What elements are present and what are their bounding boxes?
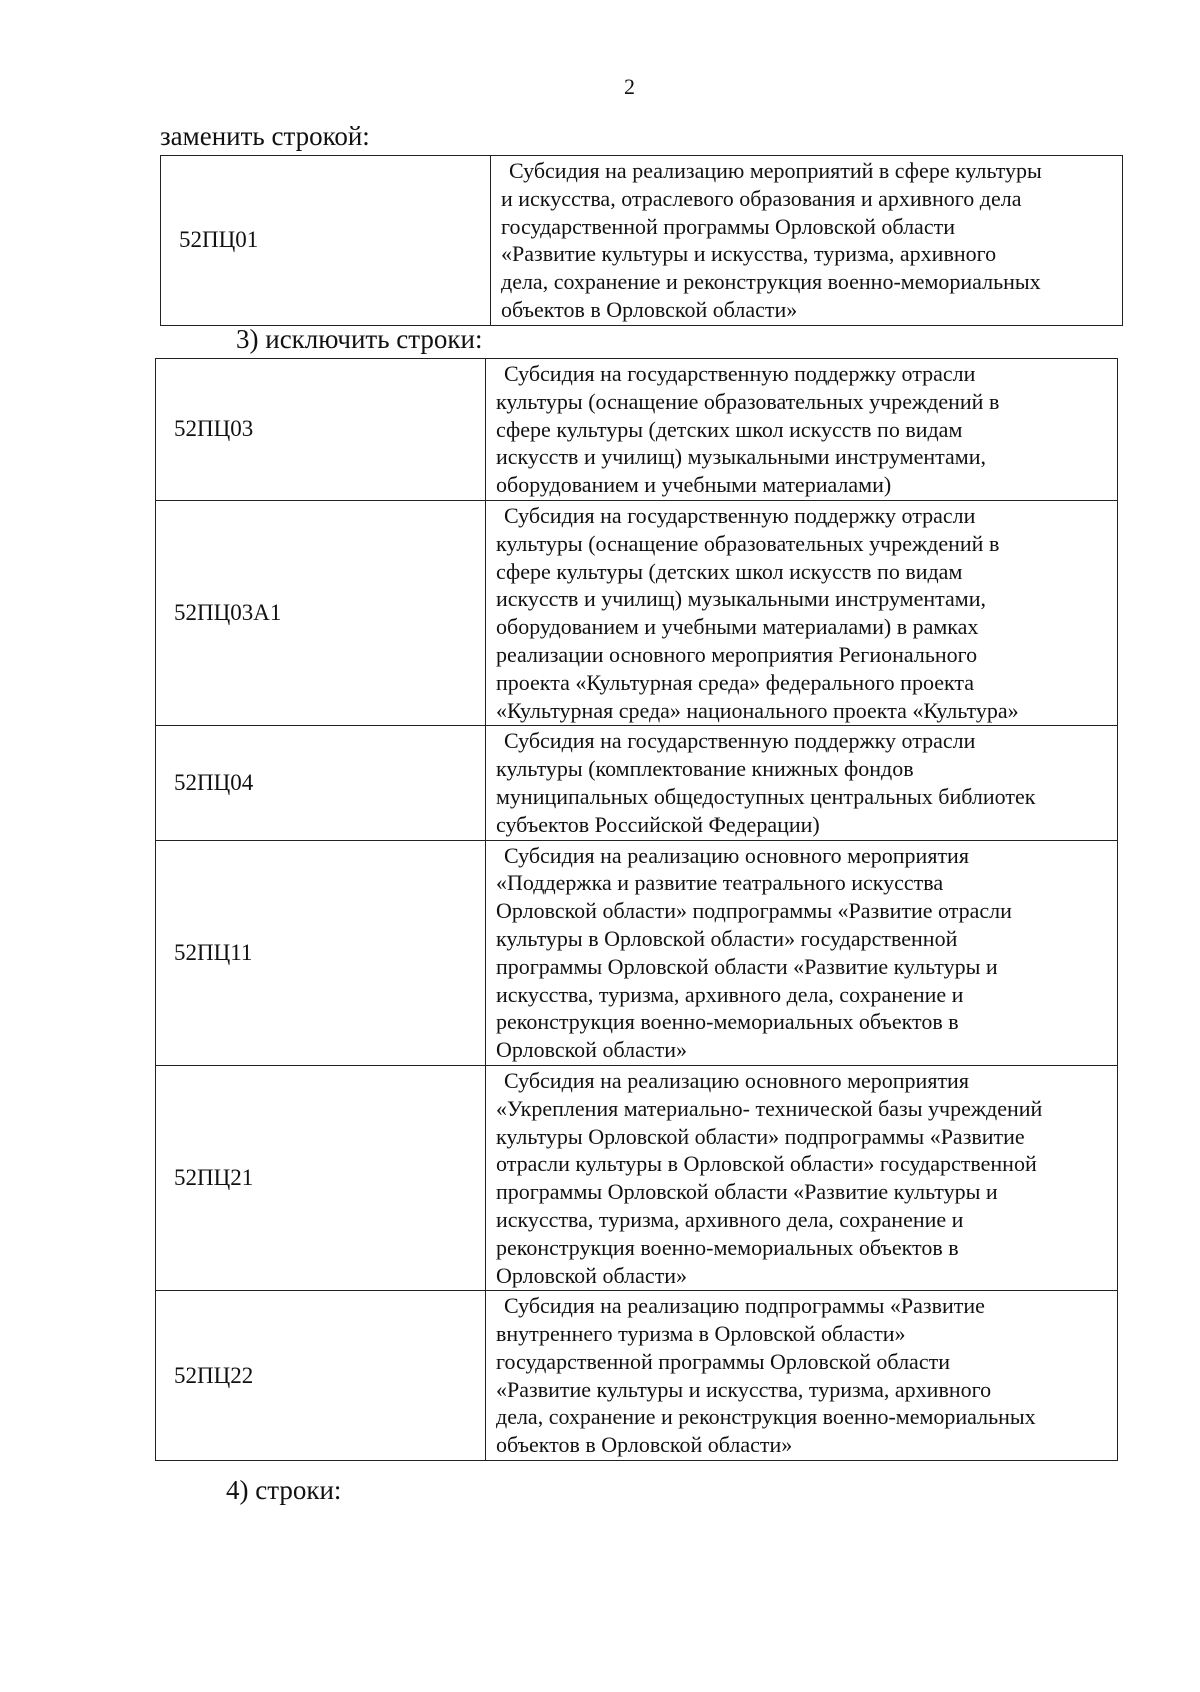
description-line: Субсидия на государственную поддержку отрасли [504,502,976,528]
subsidy-description [486,1065,1118,1290]
description-line: «Развитие культуры и искусства, туризма, архивного [501,241,997,267]
exclude-table [155,358,1118,1461]
description-line: государственной программы Орловской области [501,213,955,239]
budget-code: 52ПЦ04 [156,726,486,840]
description-line: Субсидия на государственную поддержку отрасли [504,361,976,386]
page-number: 2 [624,74,635,99]
description-line: Субсидия на реализацию основного мероприятия [504,842,969,868]
description-line: Субсидия на реализацию подпрограммы «Развитие [504,1293,985,1319]
description-line: дела, сохранение и реконструкция военно-мемориальных [501,269,1041,295]
budget-code: 52ПЦ11 [156,840,486,1065]
budget-code: 52ПЦ21 [156,1065,486,1290]
description-line: Орловской области» [496,1262,687,1288]
subsidy-description [491,156,1123,326]
description-line: культуры в Орловской области» государственной [496,925,958,951]
description-line: муниципальных общедоступных центральных библиотек [496,783,1036,809]
description-line: оборудованием и учебными материалами) [496,472,892,498]
description-line: оборудованием и учебными материалами) в рамках [496,614,979,640]
budget-code: 52ПЦ03 [156,359,486,501]
description-line: государственной программы Орловской области [496,1348,950,1374]
description-line: культуры (оснащение образовательных учреждений в [496,530,1000,556]
description-line: объектов в Орловской области» [501,296,798,322]
description-line: искусства, туризма, архивного дела, сохранение и [496,1206,964,1232]
description-line: реализации основного мероприятия Регионального [496,641,978,667]
subsidy-description [486,840,1118,1065]
description-line: «Развитие культуры и искусства, туризма, архивного [496,1376,992,1402]
description-line: культуры (комплектование книжных фондов [496,756,914,782]
table-row [156,359,1118,501]
description-line: и искусства, отраслевого образования и архивного дела [501,185,1022,211]
description-line: субъектов Российской Федерации) [496,811,820,837]
description-line: отрасли культуры в Орловской области» государственной [496,1151,1037,1177]
description-line: Орловской области» подпрограммы «Развитие отрасли [496,898,1012,924]
budget-code: 52ПЦ01 [161,156,491,326]
description-line: сфере культуры (детских школ искусств по видам [496,558,963,584]
description-line: «Поддержка и развитие театрального искусства [496,870,944,896]
description-line: проекта «Культурная среда» федерального проекта [496,669,975,695]
table-row [156,500,1118,725]
replace-table [160,155,1123,326]
description-line: реконструкция военно-мемориальных объектов в [496,1234,959,1260]
description-line: программы Орловской области «Развитие культуры и [496,1179,998,1205]
description-line: Субсидия на реализацию мероприятий в сфере культуры [509,158,1042,183]
description-line: дела, сохранение и реконструкция военно-мемориальных [496,1404,1036,1430]
subsidy-description [486,1291,1118,1461]
description-line: реконструкция военно-мемориальных объектов в [496,1009,959,1035]
description-line: «Укрепления материально- технической базы учреждений [496,1095,1043,1121]
description-line: программы Орловской области «Развитие культуры и [496,953,998,979]
heading-next: 4) строки: [226,1475,342,1505]
exclude-table-body [156,359,1118,1461]
budget-code: 52ПЦ03А1 [156,500,486,725]
description-line: искусств и училищ) музыкальными инструментами, [496,586,986,612]
table-row [156,726,1118,840]
subsidy-description [486,359,1118,501]
description-line: Орловской области» [496,1037,687,1063]
heading-exclude: 3) исключить строки: [236,324,483,354]
subsidy-description [486,500,1118,725]
table-row [156,840,1118,1065]
description-line: сфере культуры (детских школ искусств по видам [496,416,963,442]
replace-table-body [161,156,1123,326]
table-row [156,1065,1118,1290]
description-line: искусств и училищ) музыкальными инструментами, [496,444,986,470]
description-line: Субсидия на государственную поддержку отрасли [504,728,976,754]
table-row [156,1291,1118,1461]
description-line: Субсидия на реализацию основного мероприятия [504,1067,969,1093]
description-line: культуры Орловской области» подпрограммы «Развитие [496,1123,1025,1149]
description-line: объектов в Орловской области» [496,1432,793,1458]
description-line: культуры (оснащение образовательных учреждений в [496,388,1000,414]
table-row [161,156,1123,326]
description-line: внутреннего туризма в Орловской области» [496,1321,906,1347]
description-line: «Культурная среда» национального проекта «Культура» [496,697,1019,723]
subsidy-description [486,726,1118,840]
heading-replace: заменить строкой: [160,121,370,151]
budget-code: 52ПЦ22 [156,1291,486,1461]
description-line: искусства, туризма, архивного дела, сохранение и [496,981,964,1007]
